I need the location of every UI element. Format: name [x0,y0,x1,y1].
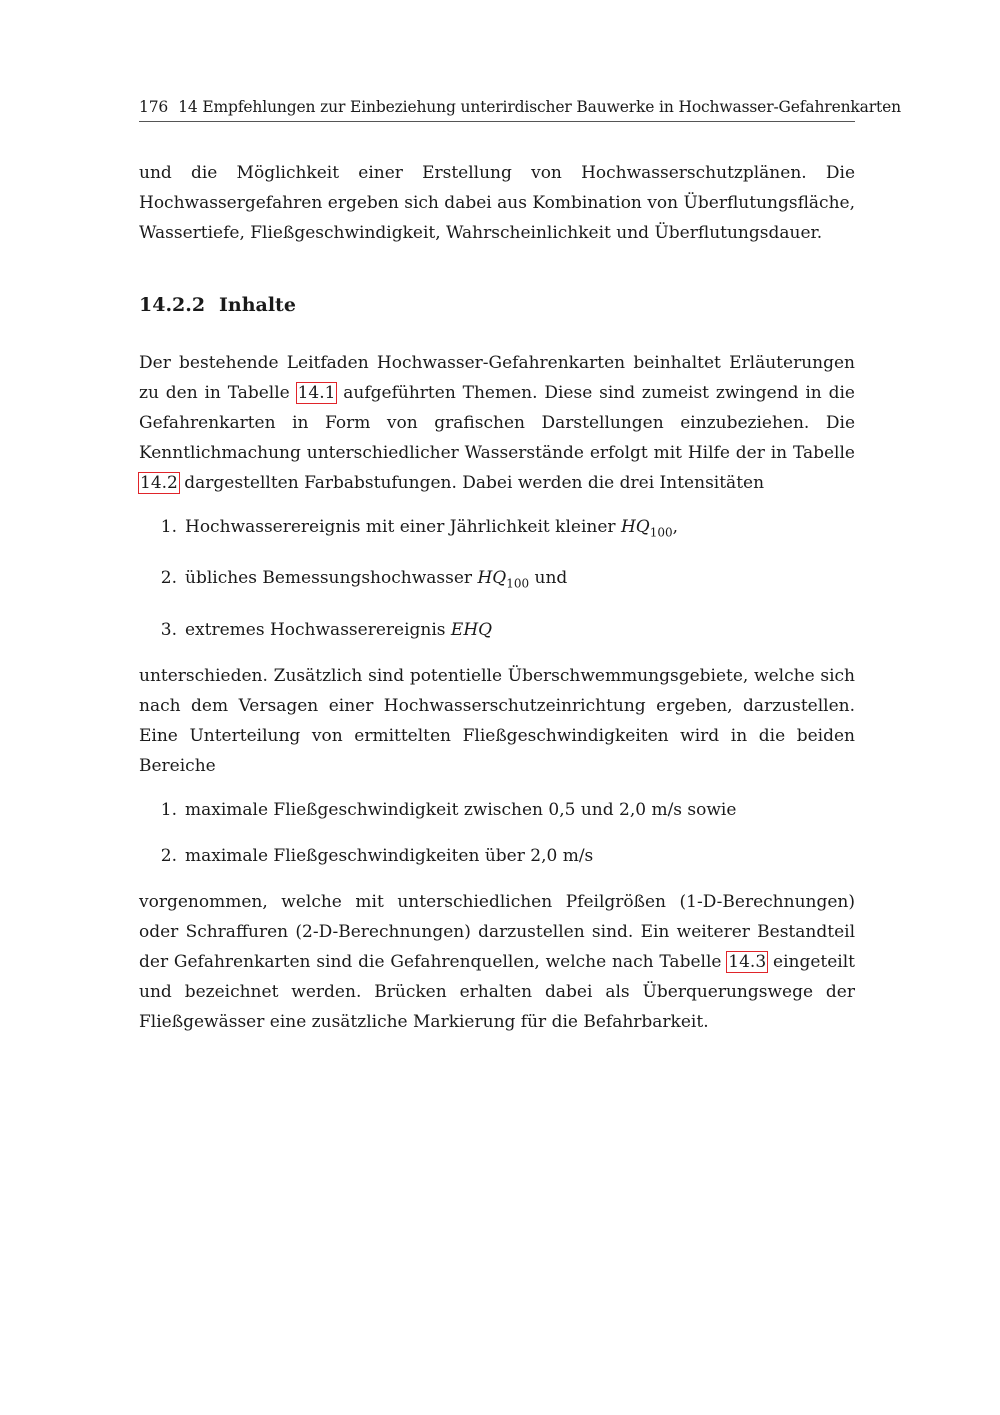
list-item [139,615,855,645]
document-page [139,96,901,1037]
paragraph-text: Der bestehende Leitfaden Hochwasser-Gefahrenkarten beinhaltet Erläuterungen zu den in Tabelle [139,353,855,403]
running-header [139,96,901,122]
list-item-text [185,615,492,645]
list-item-text: maximale Fließgeschwindigkeiten über 2,0 m/s [185,845,594,866]
list-item-suffix: , [672,517,679,537]
list-item-number: 2. [160,845,177,866]
paragraph-intro: und die Möglichkeit einer Erstellung von Hochwasserschutzplänen. Die Hochwassergefahren ergeben sich dabei aus Kombination von Überflutungsfläche, Wassertiefe, Fließgeschwindigkeit, Wahrscheinlichkeit und Überflutungsdauer. [139,163,855,243]
chapter-title: 14 Empfehlungen zur Einbeziehung unterirdischer Bauwerke in Hochwasser-Gefahrenkarten [178,98,901,116]
page-number: 176 [139,98,169,116]
list-item-number: 3. [160,619,177,640]
list-item-label: Hochwasserereignis mit einer Jährlichkeit kleiner [185,517,621,537]
math-subscript: 100 [649,525,673,540]
list-item-text: maximale Fließgeschwindigkeit zwischen 0,5 und 2,0 m/s sowie [185,799,737,820]
math-symbol: EHQ [450,619,493,640]
paragraph-text: aufgeführten Themen. Diese sind zumeist zwingend in die Gefahrenkarten in Form von grafischen Darstellungen einzubeziehen. Die Kenntlichmachung unterschiedlicher Wasserstände erfolgt mit Hilfe der in Tabelle [139,383,855,463]
paragraph-text: eingeteilt und bezeichnet werden. Brücken erhalten dabei als Überquerungswege der Fließgewässer eine zusätzliche Markierung für die Befahrbarkeit. [139,951,855,1032]
list-item-label: extremes Hochwasserereignis [185,619,451,640]
section-title: Inhalte [219,294,296,316]
intensity-list [139,512,855,645]
section-heading [139,290,855,320]
table-reference-link[interactable]: 14.1 [297,383,336,403]
table-reference-link[interactable]: 14.3 [728,951,767,972]
list-item [139,563,855,598]
list-item-number: 1. [160,517,177,537]
list-item-suffix: und [529,568,568,589]
math-symbol: HQ [620,517,650,537]
section-number: 14.2.2 [139,294,206,316]
velocity-list [139,795,855,871]
paragraph-continuation: unterschieden. Zusätzlich sind potentielle Überschwemmungsgebiete, welche sich nach dem Versagen einer Hochwasserschutzeinrichtung ergeben, darzustellen. Eine Unterteilung von ermittelten Fließgeschwindigkeiten wird in die beiden Bereiche [139,665,855,776]
list-item [139,841,855,871]
list-item-text [185,512,678,547]
math-symbol: HQ [477,568,507,589]
paragraph-content [139,348,855,498]
list-item [139,795,855,825]
list-item-number: 2. [160,568,177,589]
table-reference-link[interactable]: 14.2 [140,473,178,493]
paragraph-text: vorgenommen, welche mit unterschiedlichen Pfeilgrößen (1-D-Berechnungen) oder Schraffuren (2-D-Berechnungen) darzustellen sind. Ein weiterer Bestandteil der Gefahrenkarten sind die Gefahrenquellen, welche nach Tabelle [139,891,855,972]
list-item-number: 1. [160,799,177,820]
list-item-text [185,563,567,598]
paragraph-closing [139,887,855,1037]
list-item [139,512,855,547]
paragraph-text: dargestellten Farbabstufungen. Dabei werden die drei Intensitäten [178,473,765,493]
list-item-label: übliches Bemessungshochwasser [185,568,478,589]
math-subscript: 100 [506,576,530,591]
